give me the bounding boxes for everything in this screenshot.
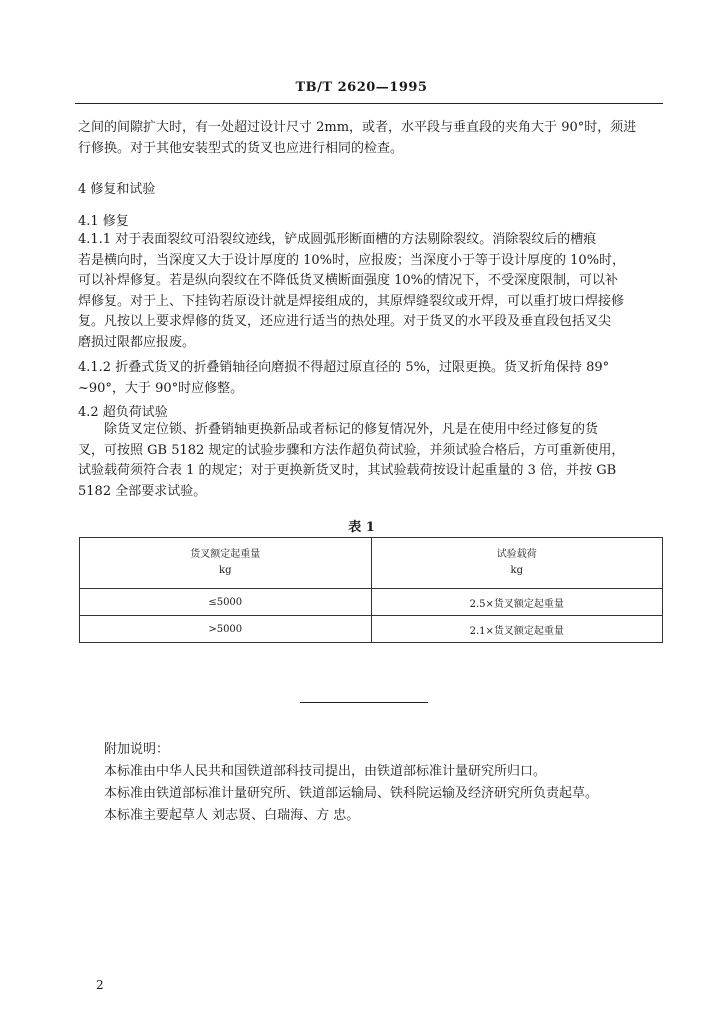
appendix-title: 附加说明： — [104, 742, 170, 757]
section-separator — [300, 702, 428, 703]
column-header-rated-capacity — [80, 538, 372, 589]
paragraph-line: 4.1.1 对于表面裂纹可沿裂纹迹线，铲成圆弧形断面槽的方法剔除裂纹。消除裂纹后的槽痕 — [78, 232, 597, 247]
table-1 — [79, 537, 663, 643]
paragraph-line: 若是横向时，当深度又大于设计厚度的 10%时，应报废；当深度小于等于设计厚度的 10%时， — [78, 252, 626, 268]
section-4-1-2-paragraph — [78, 358, 663, 399]
column-header-unit: kg — [219, 565, 232, 576]
appendix-line: 本标准主要起草人 刘志贤、白瑞海、方 忠。 — [104, 808, 360, 823]
table-cell: 2.1×货叉额定起重量 — [371, 616, 663, 643]
column-header-test-load — [371, 538, 663, 589]
standard-code-header: TB/T 2620—1995 — [295, 80, 428, 95]
column-header-label: 试验载荷 — [496, 549, 537, 560]
header-rule — [75, 103, 663, 104]
intro-line: 之间的间隙扩大时，有一处超过设计尺寸 2mm，或者，水平段与垂直段的夹角大于 90°时，须进 — [78, 120, 637, 135]
column-header-label: 货叉额定起重量 — [190, 549, 261, 560]
table-row — [80, 589, 663, 616]
appendix-line: 本标准由铁道部标准计量研究所、铁道部运输局、铁科院运输及经济研究所负责起草。 — [104, 786, 599, 801]
section-4-1-1-paragraph — [78, 230, 663, 353]
page-number: 2 — [96, 978, 104, 992]
paragraph-line: 叉，可按照 GB 5182 规定的试验步骤和方法作超负荷试验，并须试验合格后，方可重新使用， — [78, 442, 625, 458]
section-4-1-title: 4.1 修复 — [78, 214, 129, 229]
paragraph-line: 试验载荷须符合表 1 的规定；对于更换新货叉时，其试验载荷按设计起重量的 3 倍，并按 GB — [78, 463, 617, 478]
table-header-row — [80, 538, 663, 589]
paragraph-line: ~90°，大于 90°时应修整。 — [78, 380, 244, 396]
appendix-notes — [104, 761, 598, 827]
section-4-2-title: 4.2 超负荷试验 — [78, 405, 168, 420]
table-cell: 2.5×货叉额定起重量 — [371, 589, 663, 616]
table-row — [80, 616, 663, 643]
paragraph-line: 磨损过限都应报废。 — [78, 334, 196, 350]
table-1-title: 表 1 — [348, 520, 375, 535]
paragraph-line: 5182 全部要求试验。 — [78, 483, 207, 499]
intro-line: 行修换。对于其他安装型式的货叉也应进行相同的检查。 — [78, 140, 404, 156]
paragraph-line: 复。凡按以上要求焊修的货叉，还应进行适当的热处理。对于货叉的水平段及垂直段包括叉尖 — [78, 314, 612, 329]
intro-paragraph — [78, 118, 663, 159]
appendix-line: 本标准由中华人民共和国铁道部科技司提出，由铁道部标准计量研究所归口。 — [104, 764, 547, 779]
section-4-2-paragraph — [78, 420, 663, 502]
table-cell: ≤5000 — [80, 589, 372, 616]
column-header-unit: kg — [510, 565, 523, 576]
table-cell: >5000 — [80, 616, 372, 643]
paragraph-line: 除货叉定位锁、折叠销轴更换新品或者标记的修复情况外，凡是在使用中经过修复的货 — [104, 422, 599, 437]
section-4-title: 4 修复和试验 — [78, 182, 156, 197]
paragraph-line: 焊修复。对于上、下挂钩若原设计就是焊接组成的，其原焊缝裂纹或开焊，可以重打坡口焊接修 — [78, 293, 625, 309]
paragraph-line: 可以补焊修复。若是纵向裂纹在不降低货叉横断面强度 10%的情况下，不受深度限制，可以补 — [78, 273, 619, 288]
paragraph-line: 4.1.2 折叠式货叉的折叠销轴径向磨损不得超过原直径的 5%，过限更换。货叉折角保持 89° — [78, 360, 610, 375]
